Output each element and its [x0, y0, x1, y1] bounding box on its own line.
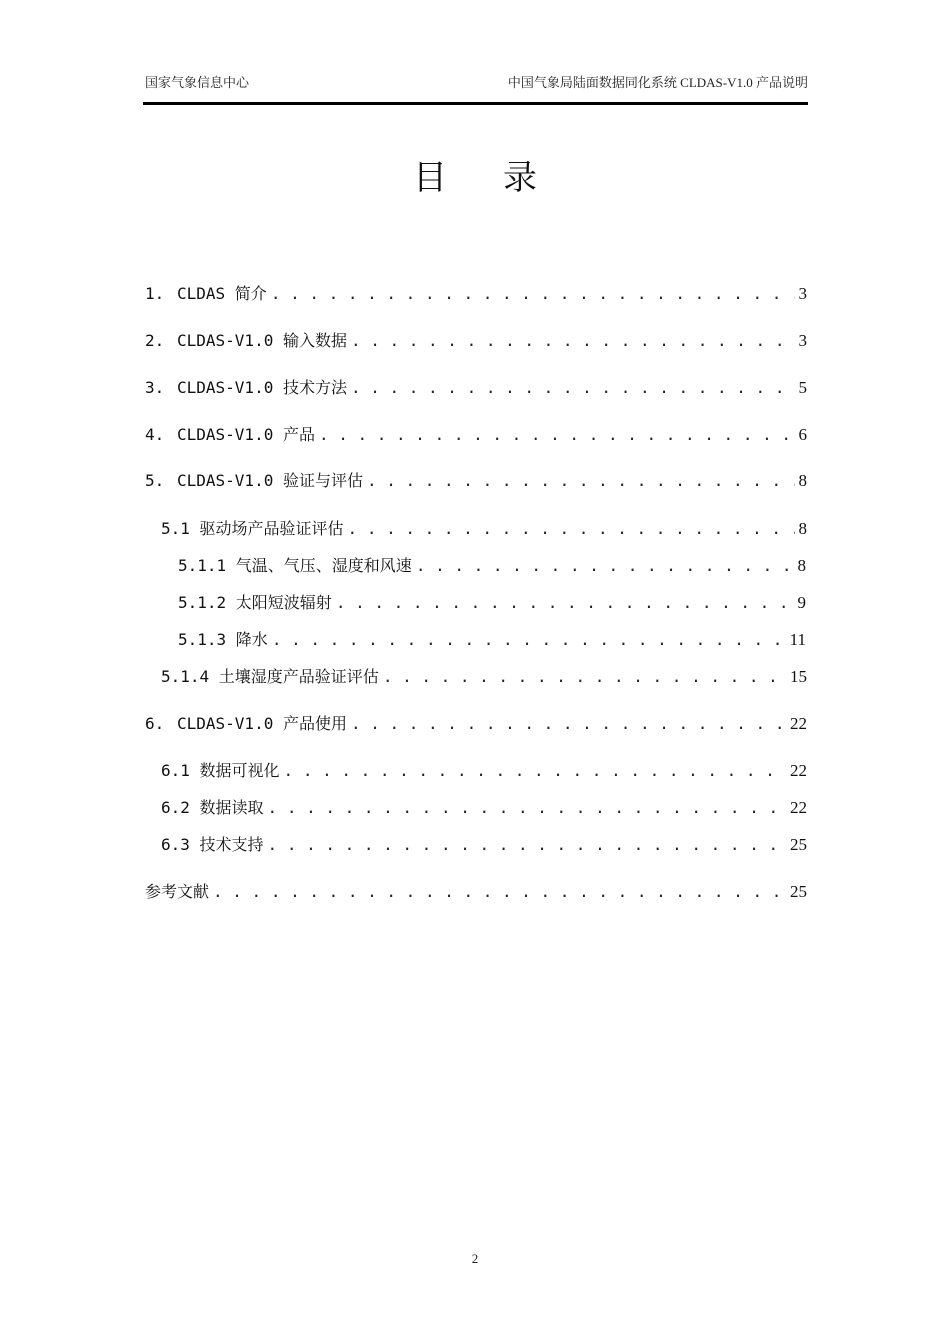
toc-entry-page: 8 — [798, 471, 807, 490]
toc-entry-1[interactable] — [145, 281, 807, 305]
toc-entry-5-1-4[interactable] — [161, 664, 807, 688]
toc-entry-page: 22 — [790, 798, 807, 817]
toc-leader-dots — [367, 471, 795, 490]
toc-leader-dots — [416, 556, 794, 575]
toc-entry-5-1-3[interactable] — [178, 627, 806, 651]
toc-entry-label: CLDAS-V1.0 产品 — [177, 425, 315, 444]
toc-entry-5-1[interactable] — [161, 516, 807, 540]
toc-entry-5[interactable] — [145, 468, 807, 492]
toc-entry-label: 6.2 数据读取 — [161, 798, 264, 817]
toc-entry-page: 6 — [798, 425, 807, 444]
toc-entry-page: 8 — [797, 556, 806, 575]
toc-leader-dots — [272, 630, 786, 649]
toc-entry-page: 15 — [790, 667, 807, 686]
toc-entry-page: 3 — [798, 284, 807, 303]
toc-leader-dots — [271, 284, 795, 303]
toc-entry-label: 5.1.4 土壤湿度产品验证评估 — [161, 667, 379, 686]
toc-entry-3[interactable] — [145, 375, 807, 399]
toc-entry-2[interactable] — [145, 328, 807, 352]
toc-entry-6[interactable] — [145, 711, 807, 735]
toc-leader-dots — [351, 378, 795, 397]
toc-entry-page: 8 — [798, 519, 807, 538]
toc-leader-dots — [383, 667, 786, 686]
header-document-title: 中国气象局陆面数据同化系统 CLDAS-V1.0 产品说明 — [507, 75, 808, 90]
toc-leader-dots — [351, 714, 786, 733]
toc-entry-page: 25 — [790, 835, 807, 854]
toc-leader-dots — [268, 835, 786, 854]
toc-entry-number: 3. — [145, 378, 165, 397]
toc-entry-5-1-2[interactable] — [178, 590, 806, 614]
title-char-2: 录 — [503, 158, 537, 198]
toc-entry-number: 5. — [145, 471, 165, 490]
toc-leader-dots — [348, 519, 795, 538]
toc-entry-label: 5.1 驱动场产品验证评估 — [161, 519, 344, 538]
toc-entry-label: CLDAS-V1.0 技术方法 — [177, 378, 347, 397]
toc-leader-dots — [213, 882, 786, 901]
toc-entry-6-3[interactable] — [161, 832, 807, 856]
toc-entry-6-2[interactable] — [161, 795, 807, 819]
toc-entry-6-1[interactable] — [161, 758, 807, 782]
toc-entry-number: 6. — [145, 714, 165, 733]
toc-leader-dots — [319, 425, 795, 444]
toc-leader-dots — [351, 331, 795, 350]
toc-entry-page: 22 — [790, 714, 807, 733]
toc-entry-4[interactable] — [145, 422, 807, 446]
toc-entry-number: 1. — [145, 284, 165, 303]
toc-entry-label: CLDAS-V1.0 产品使用 — [177, 714, 347, 733]
toc-entry-label: 6.1 数据可视化 — [161, 761, 280, 780]
toc-leader-dots — [336, 593, 794, 612]
toc-entry-references[interactable] — [145, 879, 807, 903]
toc-entry-page: 22 — [790, 761, 807, 780]
toc-entry-5-1-1[interactable] — [178, 553, 806, 577]
toc-entry-label: CLDAS 简介 — [177, 284, 267, 303]
toc-entry-label: 5.1.2 太阳短波辐射 — [178, 593, 332, 612]
toc-entry-label: 5.1.1 气温、气压、湿度和风速 — [178, 556, 412, 575]
title-char-1: 目 — [413, 158, 447, 198]
toc-entry-page: 25 — [790, 882, 807, 901]
toc-entry-number: 4. — [145, 425, 165, 444]
toc-entry-page: 3 — [798, 331, 807, 350]
header-organization: 国家气象信息中心 — [145, 75, 250, 90]
toc-entry-number: 2. — [145, 331, 165, 350]
toc-entry-label: 6.3 技术支持 — [161, 835, 264, 854]
toc-entry-page: 9 — [797, 593, 806, 612]
toc-leader-dots — [268, 798, 786, 817]
toc-entry-label: 5.1.3 降水 — [178, 630, 268, 649]
toc-entry-label: CLDAS-V1.0 输入数据 — [177, 331, 347, 350]
page-number: 2 — [471, 1251, 479, 1266]
toc-entry-page: 11 — [789, 630, 806, 649]
toc-entry-label: CLDAS-V1.0 验证与评估 — [177, 471, 363, 490]
toc-leader-dots — [284, 761, 786, 780]
toc-entry-label: 参考文献 — [145, 882, 210, 901]
toc-entry-page: 5 — [798, 378, 807, 397]
